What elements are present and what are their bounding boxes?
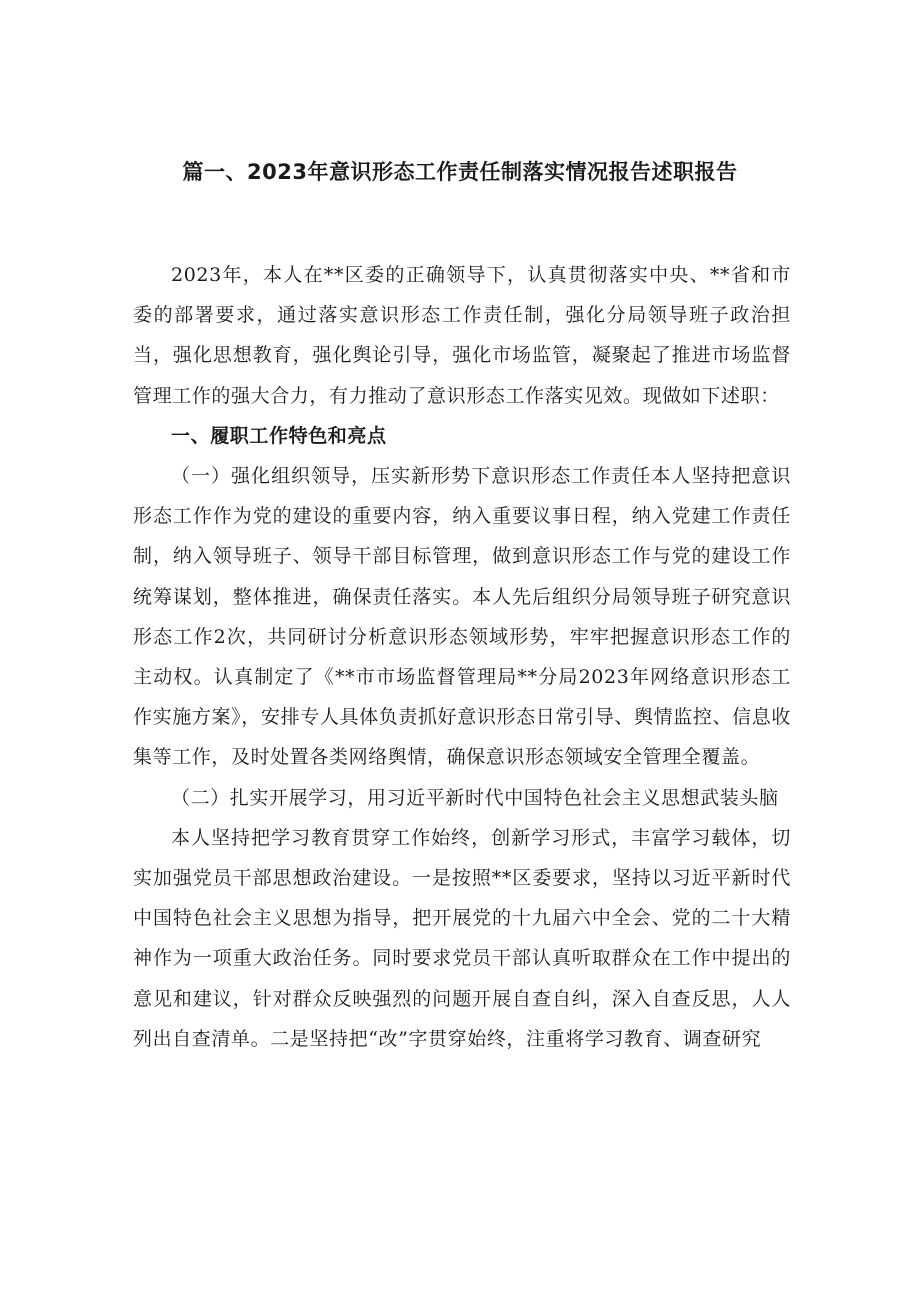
document-body bbox=[133, 255, 791, 1059]
subsection-2-heading: （二）扎实开展学习，用习近平新时代中国特色社会主义思想武装头脑 bbox=[171, 786, 779, 809]
subsection-1-paragraph: （一）强化组织领导，压实新形势下意识形态工作责任本人坚持把意识形态工作作为党的建设的重要内容，纳入重要议事日程，纳入党建工作责任制，纳入领导班子、领导干部目标管理，做到意识形态工作与党的建设工作统筹谋划，整体推进，确保责任落实。本人先后组织分局领导班子研究意识形态工作2次，共同研讨分析意识形态领域形势，牢牢把握意识形态工作的主动权。认真制定了《**市市场监督管理局**分局2023年网络意识形态工作实施方案》，安排专人具体负责抓好意识形态日常引导、舆情监控、信息收集等工作，及时处置各类网络舆情，确保意识形态领域安全管理全覆盖。 bbox=[133, 465, 791, 769]
section-heading-1: 一、履职工作特色和亮点 bbox=[171, 424, 387, 447]
intro-paragraph: 2023年，本人在**区委的正确领导下，认真贯彻落实中央、**省和市委的部署要求，通过落实意识形态工作责任制，强化分局领导班子政治担当，强化思想教育，强化舆论引导，强化市场监管，凝聚起了推进市场监督管理工作的强大合力，有力推动了意识形态工作落实见效。现做如下述职： bbox=[133, 264, 791, 407]
document-title: 篇一、2023年意识形态工作责任制落实情况报告述职报告 bbox=[182, 160, 738, 184]
subsection-2-paragraph: 本人坚持把学习教育贯穿工作始终，创新学习形式，丰富学习载体，切实加强党员干部思想政治建设。一是按照**区委要求，坚持以习近平新时代中国特色社会主义思想为指导，把开展党的十九届六中全会、党的二十大精神作为一项重大政治任务。同时要求党员干部认真听取群众在工作中提出的意见和建议，针对群众反映强烈的问题开展自查自纠，深入自查反思，人人列出自查清单。二是坚持把“改”字贯穿始终，注重将学习教育、调查研究 bbox=[133, 826, 791, 1050]
